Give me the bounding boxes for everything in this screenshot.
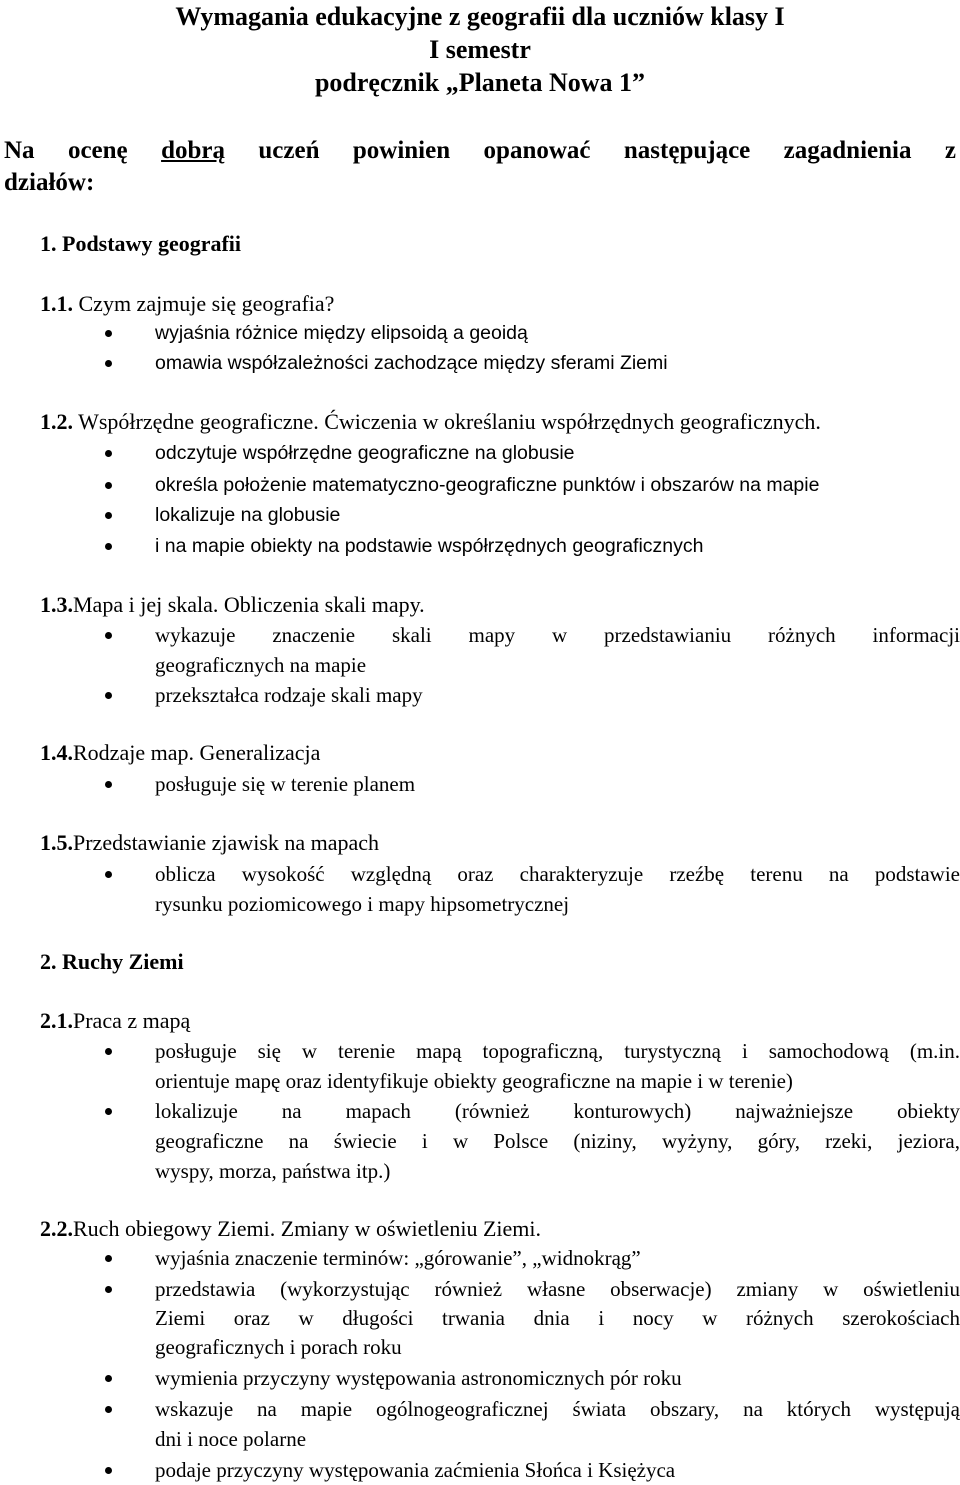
section-number: 1.3.	[40, 592, 73, 617]
section-number: 1.5.	[40, 830, 73, 855]
bullet-icon	[105, 1048, 112, 1055]
list-item-text: geograficznych i porach roku	[155, 1335, 402, 1359]
list-item-text: Ziemi oraz w długości trwania dnia i nocy w różnych szerokościach	[155, 1306, 960, 1330]
section-title: Mapa i jej skala. Obliczenia skali mapy.	[73, 592, 425, 617]
intro-line-2: działów:	[4, 169, 95, 196]
section-1-3-heading	[40, 591, 425, 619]
list-item-text: przedstawia (wykorzystując również własne obserwacje) zmiany w oświetleniu	[155, 1277, 960, 1301]
bullet-icon	[105, 450, 112, 457]
bullet-icon	[105, 512, 112, 519]
list-item-text: lokalizuje na mapach (również konturowych) najważniejsze obiekty	[155, 1099, 960, 1123]
bullet-icon	[105, 360, 112, 367]
bullet-icon	[105, 632, 112, 639]
intro-part-1: Na ocenę	[4, 137, 128, 164]
list-item-text: wymienia przyczyny występowania astronomicznych pór roku	[155, 1366, 682, 1390]
bullet-icon	[105, 482, 112, 489]
bullet-icon	[105, 871, 112, 878]
bullet-icon	[105, 692, 112, 699]
list-item-text: wskazuje na mapie ogólnogeograficznej świata obszary, na których występują	[155, 1397, 960, 1421]
section-title: Czym zajmuje się geografia?	[73, 291, 335, 316]
textbook-label: podręcznik „Planeta Nowa 1”	[314, 68, 646, 97]
intro-line-1	[4, 136, 956, 166]
list-item-text: posługuje się w terenie mapą topograficzną, turystyczną i samochodową (m.in.	[155, 1039, 960, 1063]
section-1-2-heading	[40, 408, 821, 436]
bullet-icon	[105, 1467, 112, 1474]
section-2-title: 2. Ruchy Ziemi	[40, 949, 184, 974]
section-title: Ruch obiegowy Ziemi. Zmiany w oświetleniu Ziemi.	[73, 1216, 542, 1241]
list-item-text: określa położenie matematyczno-geograficzne punktów i obszarów na mapie	[155, 474, 820, 496]
list-item-text: geograficznych na mapie	[155, 653, 367, 677]
list-item-text: wyjaśnia różnice między elipsoidą a geoidą	[155, 322, 528, 344]
bullet-icon	[105, 1255, 112, 1262]
section-1-1-heading	[40, 290, 334, 318]
bullet-icon	[105, 1375, 112, 1382]
section-1-5-heading	[40, 829, 379, 857]
list-item-text: oblicza wysokość względną oraz charakteryzuje rzeźbę terenu na podstawie	[155, 862, 960, 886]
section-title: Przedstawianie zjawisk na mapach	[73, 830, 380, 855]
list-item-text: wyjaśnia znaczenie terminów: „górowanie”, „widnokrąg”	[155, 1246, 641, 1270]
section-title: Współrzędne geograficzne. Ćwiczenia w określaniu współrzędnych geograficznych.	[73, 409, 821, 434]
list-item-text: omawia współzależności zachodzące między sferami Ziemi	[155, 352, 668, 374]
section-1-4-heading	[40, 739, 320, 767]
list-item-text: wyspy, morza, państwa itp.)	[155, 1159, 391, 1183]
list-item-text: wykazuje znaczenie skali mapy w przedstawianiu różnych informacji	[155, 623, 960, 647]
section-number: 1.2.	[40, 409, 73, 434]
document-title: Wymagania edukacyjne z geografii dla uczniów klasy I	[175, 2, 785, 31]
section-number: 2.2.	[40, 1216, 73, 1241]
section-number: 1.1.	[40, 291, 73, 316]
list-item-text: dni i noce polarne	[155, 1427, 307, 1451]
list-item-text: przekształca rodzaje skali mapy	[155, 683, 423, 707]
bullet-icon	[105, 543, 112, 550]
bullet-icon	[105, 1406, 112, 1413]
section-1-title: 1. Podstawy geografii	[40, 231, 242, 256]
list-item-text: lokalizuje na globusie	[155, 504, 341, 526]
bullet-icon	[105, 1286, 112, 1293]
section-title: Praca z mapą	[73, 1008, 191, 1033]
list-item-text: orientuje mapę oraz identyfikuje obiekty geograficzne na mapie i w terenie)	[155, 1069, 793, 1093]
section-2-2-heading	[40, 1215, 541, 1243]
section-number: 1.4.	[40, 740, 73, 765]
section-number: 2.1.	[40, 1008, 73, 1033]
section-2-1-heading	[40, 1007, 190, 1035]
grade-label: dobrą	[161, 137, 225, 164]
list-item-text: i na mapie obiekty na podstawie współrzędnych geograficznych	[155, 535, 704, 557]
list-item-text: geograficzne na świecie i w Polsce (niziny, wyżyny, góry, rzeki, jeziora,	[155, 1129, 960, 1153]
intro-part-2: uczeń powinien opanować następujące zagadnienia z	[258, 137, 956, 164]
bullet-icon	[105, 1108, 112, 1115]
list-item-text: posługuje się w terenie planem	[155, 772, 416, 796]
list-item-text: odczytuje współrzędne geograficzne na globusie	[155, 442, 575, 464]
list-item-text: podaje przyczyny występowania zaćmienia Słońca i Księżyca	[155, 1458, 676, 1482]
bullet-icon	[105, 330, 112, 337]
section-title: Rodzaje map. Generalizacja	[73, 740, 321, 765]
semester-label: I semestr	[429, 35, 531, 64]
bullet-icon	[105, 781, 112, 788]
list-item-text: rysunku poziomicowego i mapy hipsometrycznej	[155, 892, 570, 916]
